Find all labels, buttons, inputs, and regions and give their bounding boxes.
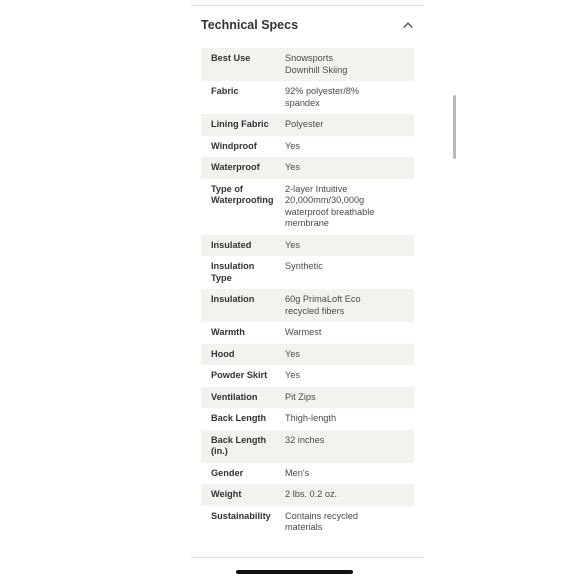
spec-row	[201, 289, 414, 322]
spec-row	[201, 430, 414, 463]
specs-table	[201, 48, 414, 539]
spec-label: Ventilation	[211, 391, 258, 402]
spec-value: Men's	[285, 467, 310, 478]
spec-row	[201, 235, 414, 257]
spec-row	[201, 344, 414, 366]
spec-value: 2-layer Intuitive 20,000mm/30,000g waterproof breathable membrane	[285, 183, 375, 228]
technical-specs-header[interactable]	[201, 16, 414, 34]
spec-value: Yes	[285, 370, 300, 380]
spec-label: Back Length	[211, 413, 267, 423]
spec-label: Best Use	[211, 53, 251, 63]
spec-value: Polyester	[285, 119, 324, 129]
spec-row	[201, 484, 414, 506]
spec-row	[201, 506, 414, 539]
spec-label: Sustainability	[211, 510, 271, 521]
spec-label: Hood	[211, 348, 235, 359]
spec-label: Powder Skirt	[211, 370, 268, 380]
spec-value: Yes	[285, 348, 300, 359]
spec-value: 60g PrimaLoft Eco recycled fibers	[285, 294, 361, 316]
spec-row	[201, 256, 414, 289]
scrollbar[interactable]	[453, 95, 456, 159]
spec-value: Snowsports Downhill Skiing	[285, 53, 348, 75]
spec-label: Insulation	[211, 294, 255, 304]
spec-label: Gender	[211, 467, 244, 478]
spec-label: Type of Waterproofing	[211, 183, 274, 205]
spec-row	[201, 136, 414, 158]
spec-row	[201, 179, 414, 235]
spec-label: Warmth	[211, 327, 245, 337]
spec-value: Synthetic	[285, 261, 323, 271]
spec-value: Yes	[285, 140, 300, 151]
spec-value: 92% polyester/8% spandex	[285, 86, 360, 108]
spec-label: Weight	[211, 489, 242, 499]
spec-value: Warmest	[285, 327, 322, 337]
spec-row	[201, 322, 414, 344]
spec-row	[201, 157, 414, 179]
spec-value: Pit Zips	[285, 391, 316, 402]
spec-label: Back Length (in.)	[211, 434, 267, 456]
chevron-up-icon[interactable]	[402, 19, 414, 31]
spec-value: Contains recycled materials	[285, 510, 359, 532]
technical-specs-panel	[191, 5, 424, 558]
spec-row	[201, 387, 414, 409]
spec-label: Fabric	[211, 86, 239, 96]
spec-value: Yes	[285, 162, 300, 172]
spec-label: Insulated	[211, 239, 252, 250]
spec-value: 32 inches	[285, 434, 325, 445]
spec-value: Yes	[285, 239, 300, 250]
spec-row	[201, 463, 414, 485]
home-indicator	[236, 570, 353, 574]
spec-row	[201, 81, 414, 114]
section-title: Technical Specs	[201, 18, 299, 32]
spec-row	[201, 408, 414, 430]
spec-value: 2 lbs. 0.2 oz.	[285, 489, 338, 499]
spec-label: Waterproof	[211, 162, 260, 172]
spec-label: Insulation Type	[211, 261, 255, 283]
spec-row	[201, 365, 414, 387]
spec-row	[201, 48, 414, 81]
spec-row	[201, 114, 414, 136]
spec-value: Thigh-length	[285, 413, 337, 423]
spec-label: Windproof	[211, 140, 257, 151]
spec-label: Lining Fabric	[211, 119, 269, 129]
